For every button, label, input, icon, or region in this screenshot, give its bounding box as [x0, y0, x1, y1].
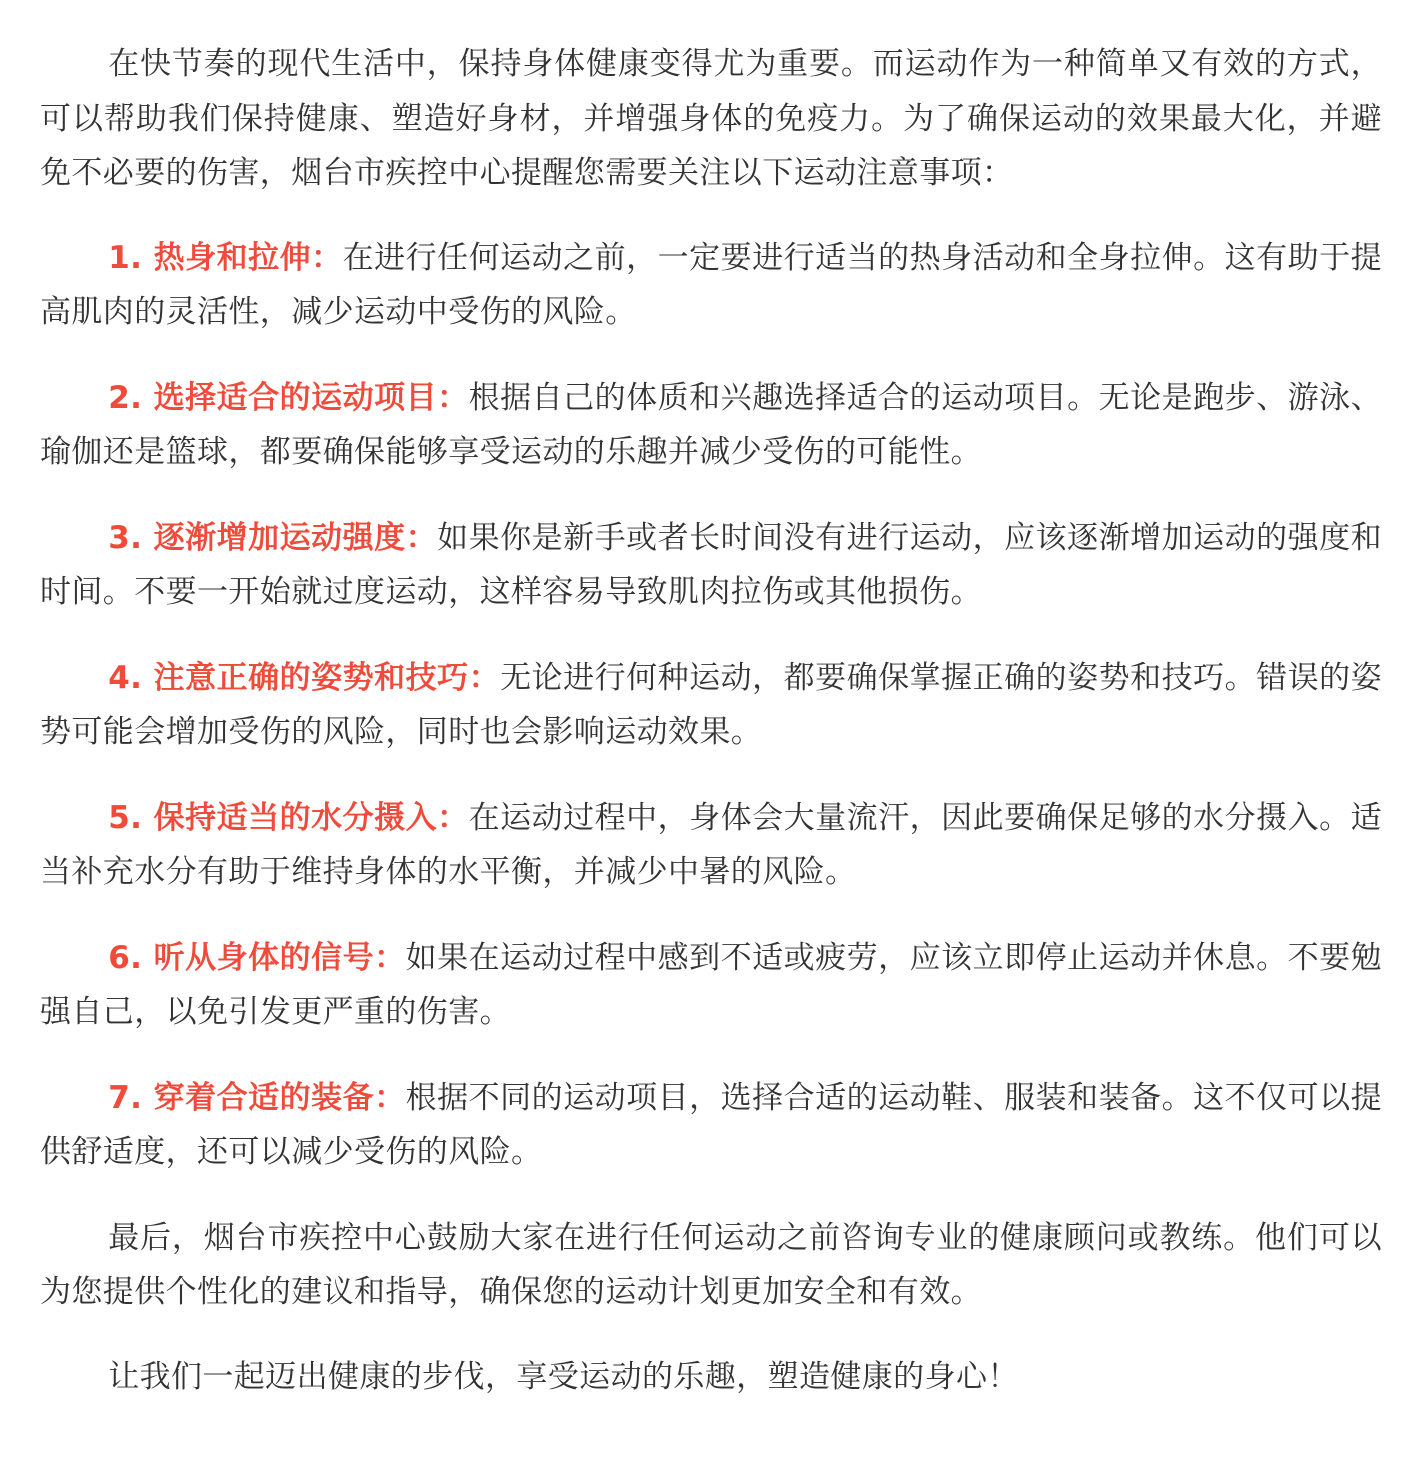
tip-heading-6: 6. 听从身体的信号： — [108, 939, 406, 976]
tip-text-5: 在运动过程中，身体会大量流汗，因此要确保足够的水分摄入。适当补充水分有助于维持身体的水平衡，并减少中暑的风险。 — [40, 799, 1382, 890]
tip-heading-4: 4. 注意正确的姿势和技巧： — [108, 659, 501, 696]
tip-heading-5: 5. 保持适当的水分摄入： — [108, 799, 469, 836]
closing-paragraph: 让我们一起迈出健康的步伐，享受运动的乐趣，塑造健康的身心！ — [108, 1358, 1019, 1395]
tip-text-7: 根据不同的运动项目，选择合适的运动鞋、服装和装备。这不仅可以提供舒适度，还可以减少受伤的风险。 — [40, 1079, 1382, 1170]
tip-paragraph-6 — [40, 931, 1382, 1040]
tip-text-3: 如果你是新手或者长时间没有进行运动，应该逐渐增加运动的强度和时间。不要一开始就过度运动，这样容易导致肌肉拉伤或其他损伤。 — [40, 519, 1382, 610]
tip-paragraph-1 — [40, 231, 1382, 340]
tip-paragraph-2 — [40, 371, 1382, 480]
tip-heading-3: 3. 逐渐增加运动强度： — [108, 519, 438, 556]
tip-text-6: 如果在运动过程中感到不适或疲劳，应该立即停止运动并休息。不要勉强自己，以免引发更严重的伤害。 — [40, 939, 1382, 1030]
tip-heading-7: 7. 穿着合适的装备： — [108, 1079, 406, 1116]
tip-heading-2: 2. 选择适合的运动项目： — [108, 379, 469, 416]
tip-text-1: 在进行任何运动之前，一定要进行适当的热身活动和全身拉伸。这有助于提高肌肉的灵活性，减少运动中受伤的风险。 — [40, 239, 1382, 330]
tip-paragraph-7 — [40, 1071, 1382, 1180]
conclusion-paragraph: 最后，烟台市疾控中心鼓励大家在进行任何运动之前咨询专业的健康顾问或教练。他们可以为您提供个性化的建议和指导，确保您的运动计划更加安全和有效。 — [40, 1219, 1382, 1310]
tip-paragraph-4 — [40, 651, 1382, 760]
tip-heading-1: 1. 热身和拉伸： — [108, 239, 343, 276]
tip-paragraph-5 — [40, 791, 1382, 900]
tip-paragraph-3 — [40, 511, 1382, 620]
tip-text-2: 根据自己的体质和兴趣选择适合的运动项目。无论是跑步、游泳、瑜伽还是篮球，都要确保能够享受运动的乐趣并减少受伤的可能性。 — [40, 379, 1382, 470]
tip-text-4: 无论进行何种运动，都要确保掌握正确的姿势和技巧。错误的姿势可能会增加受伤的风险，同时也会影响运动效果。 — [40, 659, 1382, 750]
intro-paragraph: 在快节奏的现代生活中，保持身体健康变得尤为重要。而运动作为一种简单又有效的方式，可以帮助我们保持健康、塑造好身材，并增强身体的免疫力。为了确保运动的效果最大化，并避免不必要的伤害，烟台市疾控中心提醒您需要关注以下运动注意事项： — [40, 46, 1382, 191]
